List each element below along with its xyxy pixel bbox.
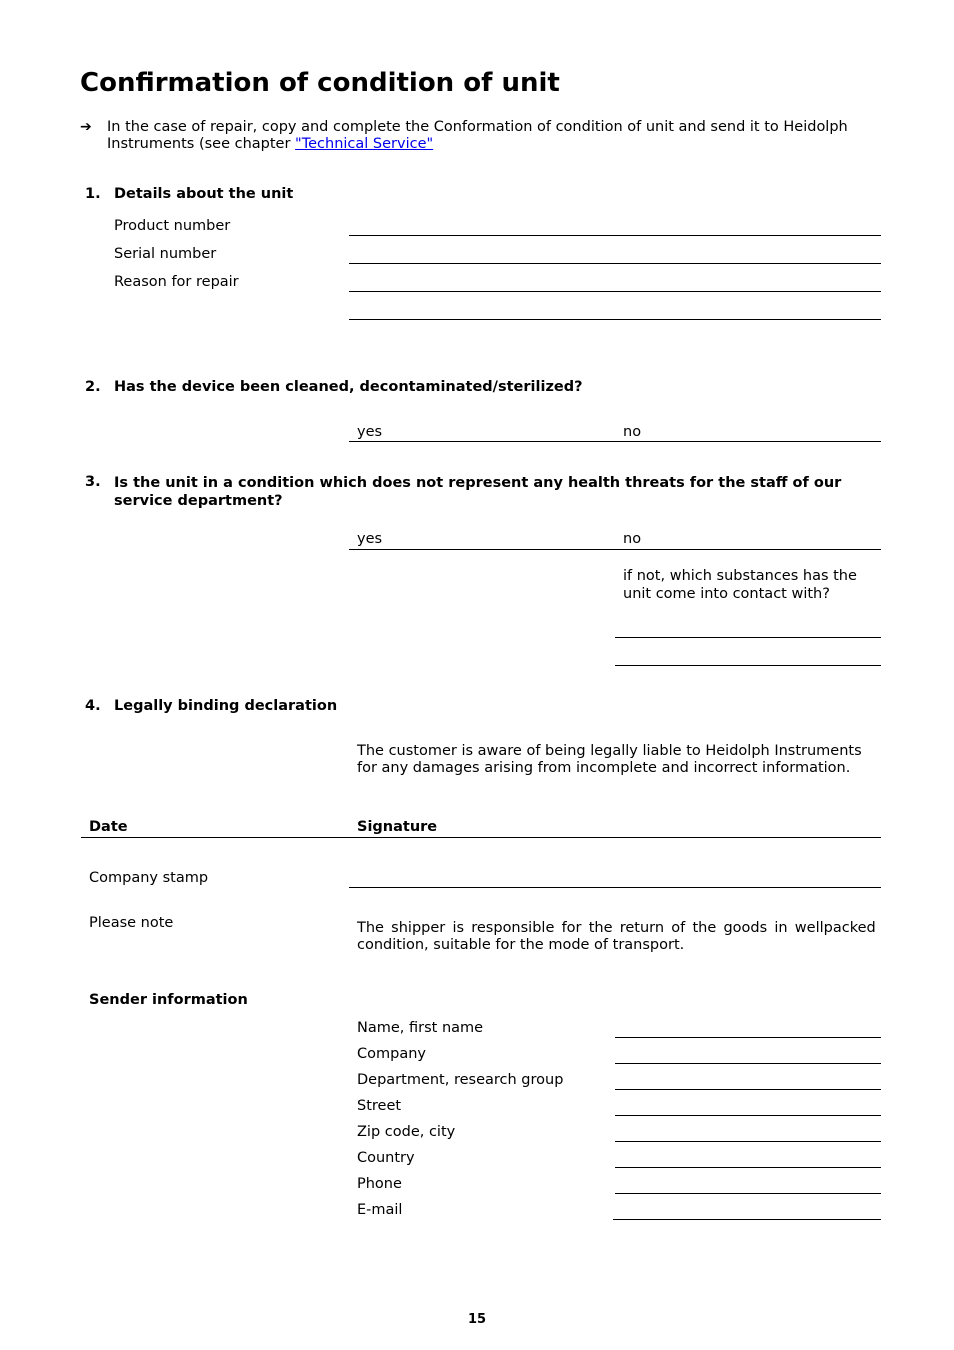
sender-country-field[interactable] xyxy=(615,1167,881,1168)
date-label: Date xyxy=(89,819,128,835)
sender-company-field[interactable] xyxy=(615,1063,881,1064)
sender-company-label: Company xyxy=(357,1046,426,1062)
section-2-answer-field[interactable] xyxy=(349,441,881,442)
section-4-number: 4. xyxy=(85,698,101,714)
sender-department-field[interactable] xyxy=(615,1089,881,1090)
note-text xyxy=(357,920,876,954)
right-arrow-icon: ➔ xyxy=(80,119,92,135)
if-not-line-2: unit come into contact with? xyxy=(623,586,830,602)
intro-line-2 xyxy=(107,136,848,153)
substances-field-2[interactable] xyxy=(615,665,881,666)
section-2-heading: Has the device been cleaned, decontaminated/sterilized? xyxy=(114,379,583,395)
reason-for-repair-field[interactable] xyxy=(349,291,881,292)
declaration-line-1: The customer is aware of being legally liable to Heidolph Instruments xyxy=(357,743,862,759)
product-number-label: Product number xyxy=(114,218,231,234)
section-2-yes-label: yes xyxy=(357,424,383,440)
sender-zip-city-field[interactable] xyxy=(615,1141,881,1142)
sender-department-label: Department, research group xyxy=(357,1072,564,1088)
serial-number-field[interactable] xyxy=(349,263,881,264)
serial-number-label: Serial number xyxy=(114,246,217,262)
section-3-heading xyxy=(114,474,841,510)
intro-line-1: In the case of repair, copy and complete the Conformation of condition of unit and send it to Heidolph xyxy=(107,119,848,135)
date-signature-field[interactable] xyxy=(81,837,881,838)
if-not-text xyxy=(623,567,857,603)
page-title: Confirmation of condition of unit xyxy=(80,68,560,98)
signature-label: Signature xyxy=(357,819,438,835)
substances-field-1[interactable] xyxy=(615,637,881,638)
page-number: 15 xyxy=(467,1312,487,1327)
sender-street-field[interactable] xyxy=(615,1115,881,1116)
sender-street-label: Street xyxy=(357,1098,402,1114)
declaration-line-2: for any damages arising from incomplete and incorrect information. xyxy=(357,760,851,776)
sender-country-label: Country xyxy=(357,1150,415,1166)
sender-phone-label: Phone xyxy=(357,1176,402,1192)
technical-service-link[interactable]: "Technical Service" xyxy=(295,136,434,152)
section-3-heading-line-2: service department? xyxy=(114,493,283,509)
sender-zip-city-label: Zip code, city xyxy=(357,1124,456,1140)
intro-line-2-prefix: Instruments (see chapter xyxy=(107,136,296,152)
section-3-yes-label: yes xyxy=(357,531,383,547)
sender-name-label: Name, first name xyxy=(357,1020,484,1036)
section-2-number: 2. xyxy=(85,379,101,395)
company-stamp-label: Company stamp xyxy=(89,870,209,886)
section-3-answer-field[interactable] xyxy=(349,549,881,550)
note-line-1: The shipper is responsible for the return of the goods in wellpacked xyxy=(357,920,876,936)
please-note-label: Please note xyxy=(89,915,174,931)
sender-information-heading: Sender information xyxy=(89,992,248,1008)
sender-phone-field[interactable] xyxy=(615,1193,881,1194)
if-not-line-1: if not, which substances has the xyxy=(623,568,857,584)
section-3-number: 3. xyxy=(85,474,101,490)
sender-email-label: E-mail xyxy=(357,1202,403,1218)
intro-text xyxy=(107,119,848,153)
section-3-heading-line-1: Is the unit in a condition which does not represent any health threats for the staff of our xyxy=(114,475,842,491)
product-number-field[interactable] xyxy=(349,235,881,236)
section-3-no-label: no xyxy=(623,531,642,547)
section-2-no-label: no xyxy=(623,424,642,440)
sender-name-field[interactable] xyxy=(615,1037,881,1038)
sender-email-field[interactable] xyxy=(613,1219,881,1220)
section-1-heading: Details about the unit xyxy=(114,186,294,202)
note-line-2: condition, suitable for the mode of transport. xyxy=(357,937,685,953)
reason-for-repair-label: Reason for repair xyxy=(114,274,239,290)
section-1-number: 1. xyxy=(85,186,101,202)
company-stamp-field[interactable] xyxy=(349,887,881,888)
section-4-heading: Legally binding declaration xyxy=(114,698,338,714)
declaration-text xyxy=(357,743,862,777)
reason-for-repair-field-2[interactable] xyxy=(349,319,881,320)
